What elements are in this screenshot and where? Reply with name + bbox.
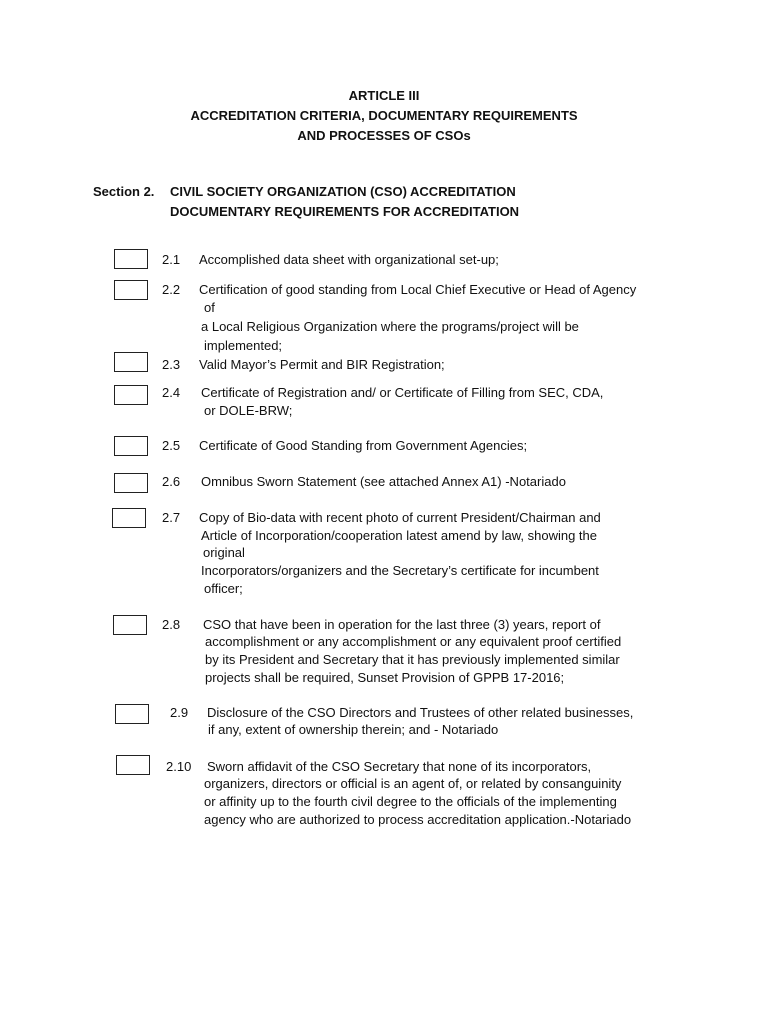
item-2-8-line-3: by its President and Secretary that it has previously implemented similar: [205, 652, 620, 667]
item-2-1-line-1: Accomplished data sheet with organizational set-up;: [199, 252, 499, 267]
item-2-2-line-4: implemented;: [204, 338, 283, 353]
item-number-2-8: 2.8: [162, 617, 181, 632]
section-title-line-2: DOCUMENTARY REQUIREMENTS FOR ACCREDITATION: [170, 204, 520, 219]
item-2-4-line-1: Certificate of Registration and/ or Certificate of Filling from SEC, CDA,: [201, 385, 604, 400]
item-2-10-line-1: Sworn affidavit of the CSO Secretary that none of its incorporators,: [207, 759, 592, 774]
checkbox-2-9[interactable]: [115, 704, 149, 724]
checkbox-2-2[interactable]: [114, 280, 148, 300]
article-title-line-2: AND PROCESSES OF CSOs: [297, 128, 471, 143]
item-2-7-line-2: Article of Incorporation/cooperation latest amend by law, showing the: [201, 528, 598, 543]
item-number-2-7: 2.7: [162, 510, 181, 525]
checkbox-2-4[interactable]: [114, 385, 148, 405]
item-number-2-3: 2.3: [162, 357, 181, 372]
checkbox-2-1[interactable]: [114, 249, 148, 269]
article-title-line-1: ACCREDITATION CRITERIA, DOCUMENTARY REQUIREMENTS: [190, 108, 578, 123]
item-2-6-line-1: Omnibus Sworn Statement (see attached Annex A1) -Notariado: [201, 474, 566, 489]
checkbox-2-5[interactable]: [114, 436, 148, 456]
item-2-9-line-1: Disclosure of the CSO Directors and Trustees of other related businesses,: [207, 705, 634, 720]
item-2-10-line-3: or affinity up to the fourth civil degree to the officials of the implementing: [204, 794, 617, 809]
item-2-8-line-2: accomplishment or any accomplishment or any equivalent proof certified: [205, 634, 622, 649]
item-2-10-line-4: agency who are authorized to process accreditation application.-Notariado: [204, 812, 632, 827]
section-label: Section 2.: [93, 184, 155, 199]
item-2-3-line-1: Valid Mayor’s Permit and BIR Registration;: [199, 357, 445, 372]
item-2-7-line-5: officer;: [204, 581, 243, 596]
item-number-2-1: 2.1: [162, 252, 181, 267]
item-2-7-line-1: Copy of Bio-data with recent photo of current President/Chairman and: [199, 510, 601, 525]
item-number-2-10: 2.10: [166, 759, 192, 774]
item-number-2-9: 2.9: [170, 705, 189, 720]
checkbox-2-10[interactable]: [116, 755, 150, 775]
item-2-10-line-2: organizers, directors or official is an agent of, or related by consanguinity: [204, 776, 622, 791]
section-title-line-1: CIVIL SOCIETY ORGANIZATION (CSO) ACCREDITATION: [170, 184, 516, 199]
item-2-7-line-4: Incorporators/organizers and the Secretary’s certificate for incumbent: [201, 563, 599, 578]
item-number-2-4: 2.4: [162, 385, 181, 400]
item-2-9-line-2: if any, extent of ownership therein; and - Notariado: [208, 722, 499, 737]
item-2-2-line-3: a Local Religious Organization where the programs/project will be: [201, 319, 579, 334]
article-heading: ARTICLE III: [348, 88, 420, 103]
checkbox-2-8[interactable]: [113, 615, 147, 635]
item-number-2-5: 2.5: [162, 438, 181, 453]
checkbox-2-3[interactable]: [114, 352, 148, 372]
item-2-8-line-1: CSO that have been in operation for the last three (3) years, report of: [203, 617, 601, 632]
checkbox-2-6[interactable]: [114, 473, 148, 493]
item-2-2-line-1: Certification of good standing from Local Chief Executive or Head of Agency: [199, 282, 637, 297]
item-number-2-2: 2.2: [162, 282, 181, 297]
item-2-2-line-2: of: [204, 300, 215, 315]
item-2-5-line-1: Certificate of Good Standing from Government Agencies;: [199, 438, 528, 453]
item-2-8-line-4: projects shall be required, Sunset Provision of GPPB 17-2016;: [205, 670, 565, 685]
item-number-2-6: 2.6: [162, 474, 181, 489]
checkbox-2-7[interactable]: [112, 508, 146, 528]
item-2-7-line-3: original: [203, 545, 245, 560]
item-2-4-line-2: or DOLE-BRW;: [204, 403, 293, 418]
